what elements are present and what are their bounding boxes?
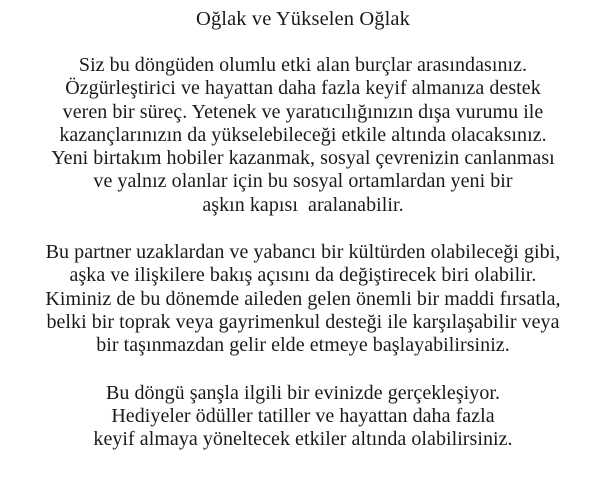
text-line: Yeni birtakım hobiler kazanmak, sosyal çevrenizin canlanması — [51, 147, 555, 170]
text-line: veren bir süreç. Yetenek ve yaratıcılığınızın dışa vurumu ile — [62, 100, 544, 123]
text-line: Bu partner uzaklardan ve yabancı bir kültürden olabileceği gibi, — [45, 241, 561, 264]
text-line: belki bir toprak veya gayrimenkul desteği ile karşılaşabilir veya — [46, 310, 560, 333]
text-line: kazançlarınızın da yükselebileceği etkile altında olacaksınız. — [59, 123, 547, 146]
text-line: aşka ve ilişkilere bakış açısını da değiştirecek biri olabilir. — [69, 264, 537, 287]
text-line: bir taşınmazdan gelir elde etmeye başlayabilirsiniz. — [96, 334, 510, 357]
text-line: Özgürleştirici ve hayattan daha fazla keyif almanıza destek — [65, 77, 541, 100]
text-line: Kiminiz de bu dönemde aileden gelen önemli bir maddi fırsatla, — [45, 287, 561, 310]
paragraph-2 — [0, 241, 606, 357]
paragraph-3 — [0, 382, 606, 452]
text-line: aşkın kapısı aralanabilir. — [202, 193, 404, 216]
text-line: ve yalnız olanlar için bu sosyal ortamlardan yeni bir — [93, 170, 513, 193]
paragraph-1 — [0, 54, 606, 217]
document-title: Oğlak ve Yükselen Oğlak — [196, 8, 410, 30]
text-line: Hediyeler ödüller tatiller ve hayattan daha fazla — [111, 404, 495, 427]
text-line: Siz bu döngüden olumlu etki alan burçlar arasındasınız. — [78, 54, 528, 76]
text-line: Bu döngü şanşla ilgili bir evinizde gerçekleşiyor. — [105, 381, 501, 404]
text-line: keyif almaya yöneltecek etkiler altında olabilirsiniz. — [93, 428, 513, 451]
